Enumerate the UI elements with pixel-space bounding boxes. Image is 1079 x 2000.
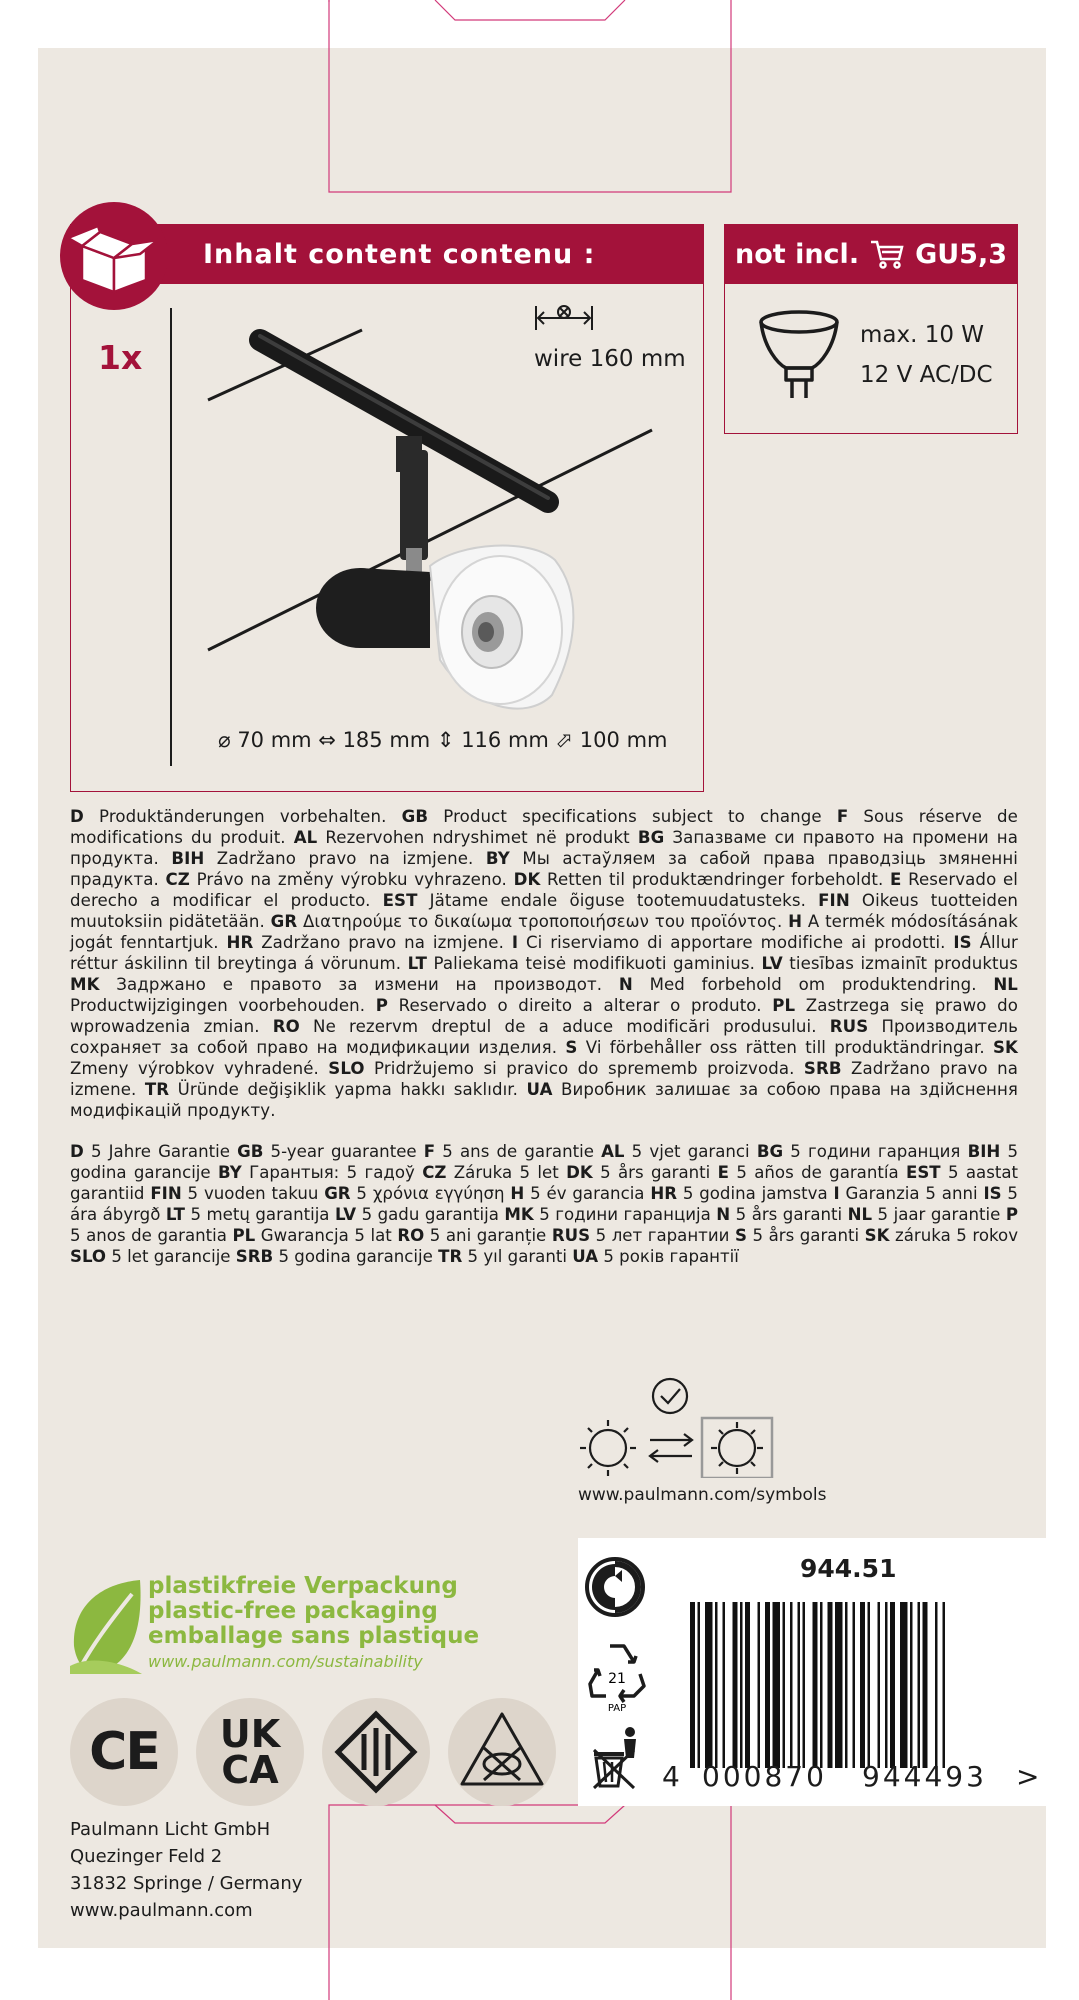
language-code: FIN <box>150 1184 182 1203</box>
language-text: 5-year guarantee <box>263 1142 424 1161</box>
leaf-icon <box>68 1576 148 1676</box>
language-text: Reservado o direito a alterar o produto. <box>388 996 773 1015</box>
company-street: Quezinger Feld 2 <box>70 1846 223 1867</box>
language-text: Produktänderungen vorbehalten. <box>83 807 402 826</box>
barcode-bar <box>813 1602 818 1768</box>
language-text: 5 років гарантії <box>598 1247 739 1266</box>
language-code: P <box>375 996 389 1015</box>
language-code: EST <box>382 891 418 910</box>
language-code: TR <box>144 1080 170 1099</box>
language-code: D <box>70 1142 84 1161</box>
language-code: TR <box>438 1247 463 1266</box>
language-text: Vi förbehåller oss rätten till produktändringar. <box>577 1038 993 1057</box>
barcode-left-digits: 000870 <box>702 1760 827 1793</box>
barcode-bar <box>845 1602 848 1768</box>
warranty-text <box>70 1141 1018 1267</box>
barcode-bar <box>890 1602 895 1768</box>
barcode-bar <box>758 1602 761 1768</box>
company-address <box>70 1816 302 1924</box>
ukca-top: UK <box>219 1712 281 1756</box>
barcode-bar <box>935 1602 938 1768</box>
language-code: BG <box>756 1142 784 1161</box>
barcode-bar <box>740 1602 743 1768</box>
language-text: 5 aastat garantiid <box>70 1163 1019 1203</box>
language-text: 5 godina garancije <box>70 1142 1018 1182</box>
legal-text <box>70 806 1018 1121</box>
language-code: GR <box>270 912 298 931</box>
barcode-end-marker: > <box>1016 1760 1040 1793</box>
language-code: BIH <box>967 1142 1001 1161</box>
language-text: Pridržujemo si pravico do sprememb proizvoda. <box>364 1059 804 1078</box>
language-text: 5 års garanti <box>730 1205 848 1224</box>
barcode-bar <box>943 1602 946 1768</box>
barcode-bar <box>828 1602 833 1768</box>
language-code: F <box>423 1142 436 1161</box>
content-divider <box>170 308 172 766</box>
language-code: HR <box>226 933 254 952</box>
language-text: 5 ani garanție <box>424 1226 552 1245</box>
barcode-bar <box>723 1602 726 1768</box>
barcode-bar <box>733 1602 738 1768</box>
language-text: 5 години гаранција <box>533 1205 717 1224</box>
language-code: IS <box>953 933 972 952</box>
language-text: Productwijzigingen voorbehouden. <box>70 996 376 1015</box>
language-code: LT <box>407 954 428 973</box>
language-text: Právo na změny výrobku vyhrazeno. <box>189 870 514 889</box>
trash-bin-icon <box>590 1726 646 1790</box>
max-power: max. 10 W <box>860 322 985 348</box>
language-text: 5 ans de garantie <box>435 1142 602 1161</box>
language-text: 5 jaar garantie <box>872 1205 1006 1224</box>
language-code: RO <box>272 1017 300 1036</box>
language-text: 5 anos de garantia <box>70 1226 233 1245</box>
language-code: MK <box>70 975 100 994</box>
barcode-first-digit: 4 <box>662 1760 680 1793</box>
light-symbols <box>576 1376 776 1478</box>
language-text: Мы астаўляем за сабой права праводзіць змяненні прадукта. <box>70 849 1018 889</box>
recycling-code: 21 <box>608 1671 626 1687</box>
company-name: Paulmann Licht GmbH <box>70 1819 271 1840</box>
not-included-header <box>724 224 1018 284</box>
language-code: P <box>1005 1205 1019 1224</box>
language-code: PL <box>772 996 796 1015</box>
language-text: Rezervohen ndryshimet në produkt <box>317 828 638 847</box>
barcode-bar <box>910 1602 913 1768</box>
barcode-bar <box>868 1602 871 1768</box>
safety-mark <box>322 1698 430 1806</box>
language-code: AL <box>293 828 318 847</box>
language-code: NL <box>993 975 1018 994</box>
language-text: Gwarancja 5 lat <box>255 1226 398 1245</box>
language-text: Oikeus tuotteiden muutoksiin pidätetään. <box>70 891 1018 931</box>
language-text: Zastrzega się prawo do wprowadzenia zmian. <box>70 996 1019 1036</box>
language-code: BY <box>485 849 510 868</box>
language-code: EST <box>906 1163 941 1182</box>
language-text: 5 metų garantija <box>185 1205 335 1224</box>
ce-mark <box>70 1698 178 1806</box>
barcode-bar <box>783 1602 786 1768</box>
language-text: 5 yıl garanti <box>462 1247 573 1266</box>
language-code: GB <box>237 1142 264 1161</box>
language-code: CZ <box>422 1163 447 1182</box>
language-text: Garanzia 5 anni <box>839 1184 984 1203</box>
eco-line-1: plastikfreie Verpackung <box>148 1573 458 1599</box>
language-text: 5 Jahre Garantie <box>83 1142 238 1161</box>
eco-line-3: emballage sans plastique <box>148 1623 480 1649</box>
language-code: LT <box>165 1205 185 1224</box>
language-text: 5 лет гарантии <box>590 1226 735 1245</box>
language-text: Zadržano pravo na izmjene. <box>204 849 486 868</box>
quantity-label: 1x <box>98 338 143 377</box>
box-badge <box>60 202 168 310</box>
barcode-bar <box>690 1602 695 1768</box>
green-dot-icon <box>584 1556 646 1618</box>
language-code: S <box>734 1226 747 1245</box>
language-text: Retten til produktændringer forbeholdt. <box>540 870 890 889</box>
language-text: 5 let garancije <box>106 1247 236 1266</box>
eco-block <box>148 1574 479 1674</box>
language-code: BG <box>637 828 665 847</box>
language-text: Zadržano pravo na izmjene. <box>253 933 512 952</box>
language-text: Запазваме си правото на промени на продукта. <box>70 828 1018 868</box>
language-text: tiesības izmainīt produktus <box>782 954 1018 973</box>
barcode-bar <box>900 1602 908 1768</box>
language-code: SLO <box>70 1247 107 1266</box>
language-code: DK <box>566 1163 593 1182</box>
recycling-icon <box>586 1640 648 1714</box>
language-text: Διατηρούμε το δικαίωμα τροποποιήσεων του προϊόντος. <box>297 912 789 931</box>
language-text: Jätame endale õiguse tootemuudatusteks. <box>417 891 819 910</box>
language-text: Производитель сохраняет за собой право на модификации изделия. <box>70 1017 1018 1057</box>
barcode-bar <box>918 1602 921 1768</box>
barcode-bar <box>745 1602 750 1768</box>
language-code: BY <box>217 1163 242 1182</box>
language-text: Гарантыя: 5 гадоў <box>241 1163 423 1182</box>
language-text: Виробник залишає за собою права на здійснення модифікацій продукту. <box>70 1080 1018 1120</box>
language-text: 5 ára ábyrgð <box>70 1184 1018 1224</box>
language-text: 5 години гаранция <box>783 1142 968 1161</box>
language-text: 5 év garancia <box>524 1184 651 1203</box>
language-text: 5 godina jamstva <box>677 1184 834 1203</box>
article-number: 944.51 <box>800 1554 897 1583</box>
language-text: 5 vjet garanci <box>624 1142 757 1161</box>
language-code: HR <box>650 1184 677 1203</box>
symbols-url: www.paulmann.com/symbols <box>578 1485 827 1505</box>
barcode-bar <box>885 1602 888 1768</box>
barcode-bar <box>923 1602 928 1768</box>
language-code: SLO <box>328 1059 365 1078</box>
language-text: 5 års garanti <box>592 1163 718 1182</box>
language-code: F <box>836 807 849 826</box>
barcode-bar <box>790 1602 793 1768</box>
box-icon <box>60 202 168 310</box>
ukca-bottom: CA <box>221 1748 279 1792</box>
language-code: D <box>70 807 84 826</box>
language-code: H <box>510 1184 525 1203</box>
language-code: SRB <box>235 1247 274 1266</box>
language-text: Zadržano pravo na izmene. <box>70 1059 1018 1099</box>
wire-label: wire 160 mm <box>534 346 686 372</box>
language-text: A termék módosításának jogát fenntartjuk. <box>70 912 1018 952</box>
no-cover-mark <box>448 1698 556 1806</box>
language-code: E <box>717 1163 729 1182</box>
barcode-bar <box>705 1602 713 1768</box>
product-illustration <box>200 310 660 730</box>
language-text: 5 χρόνια εγγύηση <box>350 1184 511 1203</box>
language-text: Zmeny výrobkov vyhradené. <box>70 1059 329 1078</box>
language-text: Üründe değişiklik yapma hakkı saklıdır. <box>169 1080 527 1099</box>
language-code: N <box>716 1205 731 1224</box>
socket-label: GU5,3 <box>915 238 1007 270</box>
barcode-bar <box>773 1602 781 1768</box>
barcode-bar <box>765 1602 770 1768</box>
language-code: CZ <box>165 870 190 889</box>
language-code: UA <box>572 1247 599 1266</box>
language-text: 5 gadu garantija <box>356 1205 505 1224</box>
language-code: RO <box>397 1226 425 1245</box>
language-text: Ci riserviamo di apportare modifiche ai prodotti. <box>518 933 954 952</box>
voltage: 12 V AC/DC <box>860 362 993 388</box>
eco-url: www.paulmann.com/sustainability <box>148 1652 423 1671</box>
barcode-bar <box>835 1602 843 1768</box>
language-text: 5 vuoden takuu <box>181 1184 325 1203</box>
triangle-warning-icon <box>448 1698 556 1806</box>
bulb-icon <box>756 308 842 404</box>
recycling-label: PAP <box>607 1703 627 1714</box>
language-code: IS <box>983 1184 1002 1203</box>
language-text: Sous réserve de modifications du produit. <box>70 807 1018 847</box>
not-included-label: not incl. <box>735 238 860 270</box>
language-code: I <box>511 933 519 952</box>
language-text: 5 års garanti <box>746 1226 865 1245</box>
language-code: DK <box>513 870 541 889</box>
ce-label: CE <box>89 1722 159 1782</box>
language-code: SRB <box>803 1059 842 1078</box>
barcode-bar <box>803 1602 806 1768</box>
language-code: LV <box>334 1205 357 1224</box>
diamond-safety-icon <box>322 1698 430 1806</box>
language-code: AL <box>601 1142 625 1161</box>
language-text: Ne rezervm dreptul de a aduce modificări produsului. <box>299 1017 830 1036</box>
language-code: FIN <box>818 891 850 910</box>
language-code: RUS <box>551 1226 591 1245</box>
language-code: E <box>890 870 902 889</box>
language-code: MK <box>504 1205 534 1224</box>
language-code: S <box>565 1038 578 1057</box>
language-code: SK <box>993 1038 1019 1057</box>
company-web: www.paulmann.com <box>70 1900 253 1921</box>
barcode <box>690 1602 1010 1768</box>
eco-line-2: plastic-free packaging <box>148 1598 438 1624</box>
shopping-cart-icon <box>869 239 905 269</box>
barcode-bar <box>853 1602 856 1768</box>
barcode-bar <box>820 1602 823 1768</box>
language-text: Állur réttur áskilinn til breytinga á vörunum. <box>70 933 1018 973</box>
language-code: SK <box>864 1226 890 1245</box>
barcode-bar <box>798 1602 801 1768</box>
language-code: N <box>618 975 633 994</box>
barcode-right-digits: 944493 <box>862 1760 987 1793</box>
language-code: GR <box>324 1184 351 1203</box>
dimensions-label: ⌀ 70 mm ⇔ 185 mm ⇕ 116 mm ⬀ 100 mm <box>218 728 668 752</box>
language-text: 5 años de garantía <box>728 1163 906 1182</box>
language-text: Med forbehold om produktendring. <box>632 975 994 994</box>
language-text: Záruka 5 let <box>446 1163 567 1182</box>
language-code: RUS <box>829 1017 869 1036</box>
language-text: Product specifications subject to change <box>428 807 837 826</box>
language-text: Paliekama teisė modifikuoti gaminius. <box>427 954 762 973</box>
language-code: GB <box>401 807 429 826</box>
top-dieline <box>325 0 735 195</box>
company-city: 31832 Springe / Germany <box>70 1873 303 1894</box>
barcode-bar <box>715 1602 718 1768</box>
language-text: záruka 5 rokov <box>889 1226 1019 1245</box>
language-code: NL <box>847 1205 873 1224</box>
language-text: 5 godina garancije <box>273 1247 439 1266</box>
content-title: Inhalt content contenu : <box>203 238 596 270</box>
language-code: H <box>788 912 803 931</box>
language-code: LV <box>761 954 783 973</box>
language-code: I <box>833 1184 840 1203</box>
language-text: Задржано е правото за измени на производот. <box>99 975 619 994</box>
bottom-dieline <box>325 1803 735 2000</box>
content-header <box>135 224 703 284</box>
language-code: BIH <box>171 849 205 868</box>
language-code: PL <box>232 1226 256 1245</box>
barcode-bar <box>698 1602 701 1768</box>
barcode-bar <box>860 1602 865 1768</box>
barcode-bar <box>878 1602 881 1768</box>
language-text: Reservado el derecho a modificar el producto. <box>70 870 1018 910</box>
ukca-mark <box>196 1698 304 1806</box>
language-code: UA <box>526 1080 553 1099</box>
